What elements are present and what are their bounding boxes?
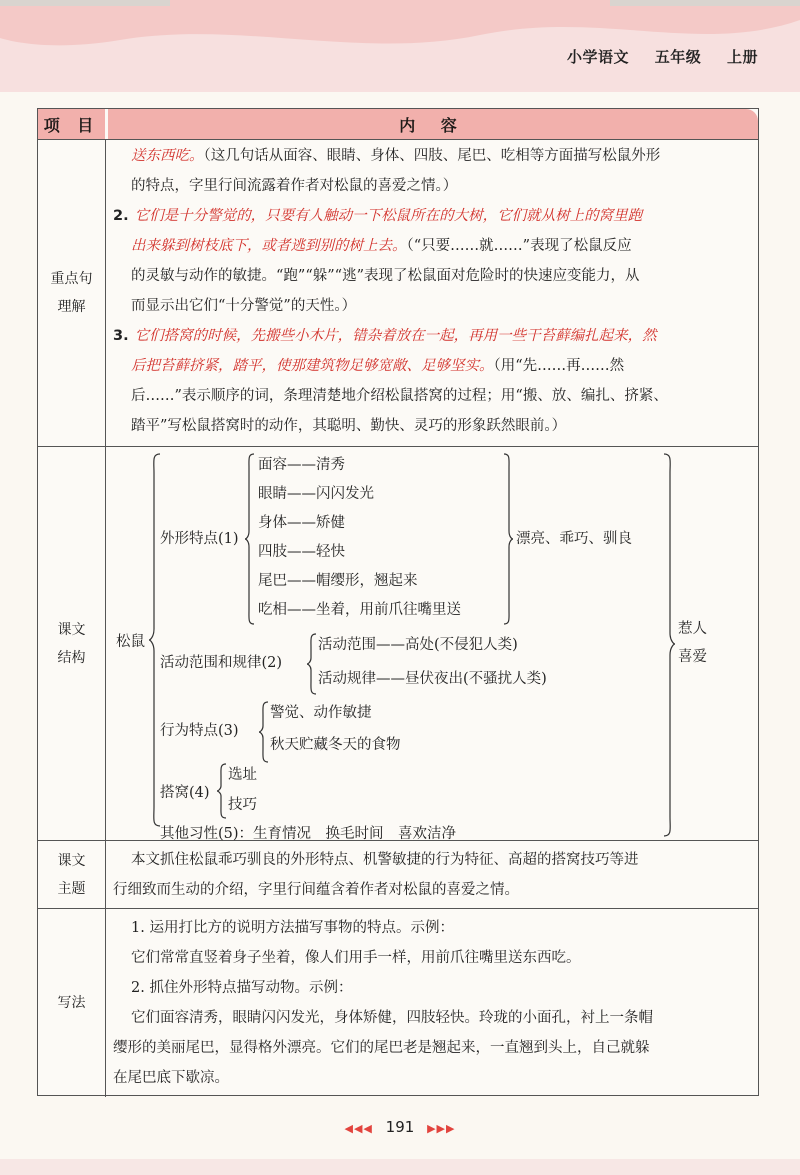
item-number: 3. [113, 328, 129, 344]
feature-item: 眼睛——闪闪发光 [258, 486, 374, 502]
row-divider [38, 908, 758, 909]
activity-item: 活动规律——昼伏夜出(不骚扰人类) [318, 671, 547, 687]
behavior-item: 秋天贮藏冬天的食物 [270, 737, 401, 753]
branch-behavior: 行为特点(3) [160, 723, 239, 739]
row-divider [38, 139, 758, 140]
nest-item: 选址 [228, 767, 257, 783]
branch-activity: 活动范围和规律(2) [160, 655, 283, 671]
row-label-key-sentences: 重点句 理解 [50, 271, 93, 315]
subject-label: 小学语文 [566, 48, 629, 66]
grade-label: 五年级 [654, 48, 702, 66]
quoted-sentence: 它们是十分警觉的，只要有人触动一下松鼠所在的大树，它们就从树上的窝里跑 [134, 208, 643, 224]
key-sentences-content [113, 141, 753, 441]
nest-brace [216, 763, 228, 819]
book-title [553, 46, 758, 67]
analysis-text: 而显示出它们“十分警觉”的天性。） [131, 298, 357, 314]
feature-item: 四肢——轻快 [258, 544, 345, 560]
analysis-text: 的特点，字里行间流露着作者对松鼠的喜爱之情。） [131, 178, 458, 194]
feature-item: 尾巴——帽缨形，翘起来 [258, 573, 418, 589]
method-point: 2. 抓住外形特点描写动物。示例： [131, 980, 353, 996]
structure-root: 松鼠 [116, 634, 145, 650]
method-example: 它们常常直竖着身子坐着，像人们用手一样，用前爪往嘴里送东西吃。 [131, 950, 581, 966]
theme-content [113, 845, 753, 905]
column-header-item: 项 目 [38, 109, 105, 139]
overall-close-brace [662, 453, 676, 837]
feature-item: 面容——清秀 [258, 457, 345, 473]
right-arrows-icon: ▶▶▶ [427, 1122, 456, 1135]
row-label-structure: 课文 结构 [57, 621, 86, 666]
feature-item: 身体——矫健 [258, 515, 345, 531]
volume-label: 上册 [726, 48, 758, 66]
analysis-text: （“只要……就……”表现了松鼠反应 [406, 238, 632, 254]
content-table [37, 108, 759, 1096]
nest-item: 技巧 [228, 797, 257, 813]
feature-item: 吃相——坐着，用前爪往嘴里送 [258, 602, 461, 618]
quoted-sentence: 送东西吃。 [131, 148, 204, 164]
activity-brace [306, 633, 318, 695]
branch-other: 其他习性(5)：生育情况 换毛时间 喜欢洁净 [160, 826, 457, 842]
analysis-text: 的灵敏与动作的敏捷。“跑”“躲”“逃”表现了松鼠面对危险时的快速应变能力，从 [131, 268, 640, 284]
behavior-item: 警觉、动作敏捷 [270, 705, 372, 721]
quoted-sentence: 后把苔藓挤紧，踏平，使那建筑物足够宽敞、足够坚实。 [131, 358, 494, 374]
page-footer [0, 1118, 800, 1136]
method-example: 它们面容清秀，眼睛闪闪发光，身体矫健，四肢轻快。玲珑的小面孔，衬上一条帽 [131, 1010, 653, 1026]
footer-band [0, 1159, 800, 1175]
appearance-close-brace [502, 453, 514, 625]
item-number: 2. [113, 208, 129, 224]
quoted-sentence: 出来躲到树枝底下，或者逃到别的树上去。 [131, 238, 407, 254]
activity-item: 活动范围——高处(不侵犯人类) [318, 637, 518, 653]
theme-text: 本文抓住松鼠乖巧驯良的外形特点、机警敏捷的行为特征、高超的搭窝技巧等进 [131, 852, 639, 868]
analysis-text: （这几句话从面容、眼睛、身体、四肢、尾巴、吃相等方面描写松鼠外形 [203, 148, 661, 164]
method-example: 缨形的美丽尾巴，显得格外漂亮。它们的尾巴老是翘起来，一直翘到头上，自己就躲 [113, 1040, 650, 1056]
writing-content [113, 913, 753, 1093]
analysis-text: 踏平”写松鼠搭窝时的动作，其聪明、勤快、灵巧的形象跃然眼前。） [131, 418, 567, 434]
method-point: 1. 运用打比方的说明方法描写事物的特点。示例： [131, 920, 454, 936]
analysis-text: （用“先……再……然 [493, 358, 625, 374]
method-example: 在尾巴底下歇凉。 [113, 1070, 229, 1086]
left-arrows-icon: ◀◀◀ [344, 1122, 373, 1135]
quoted-sentence: 它们搭窝的时候，先搬些小木片，错杂着放在一起，再用一些干苔藓编扎起来，然 [134, 328, 657, 344]
appearance-summary: 漂亮、乖巧、驯良 [516, 531, 632, 547]
main-brace [148, 453, 162, 827]
behavior-brace [258, 701, 270, 763]
row-label-writing: 写法 [57, 995, 86, 1011]
overall-summary-line: 喜爱 [678, 649, 707, 665]
theme-text: 行细致而生动的介绍，字里行间蕴含着作者对松鼠的喜爱之情。 [113, 882, 519, 898]
structure-diagram [106, 447, 758, 842]
appearance-brace [244, 453, 256, 625]
page-number: 191 [385, 1118, 415, 1136]
branch-nest: 搭窝(4) [160, 785, 210, 801]
branch-appearance: 外形特点(1) [160, 531, 239, 547]
analysis-text: 后……”表示顺序的词，条理清楚地介绍松鼠搭窝的过程；用“搬、放、编扎、挤紧、 [131, 388, 668, 404]
column-header-content: 内 容 [108, 109, 758, 139]
row-label-theme: 课文 主题 [57, 852, 86, 897]
overall-summary-line: 惹人 [678, 621, 707, 637]
